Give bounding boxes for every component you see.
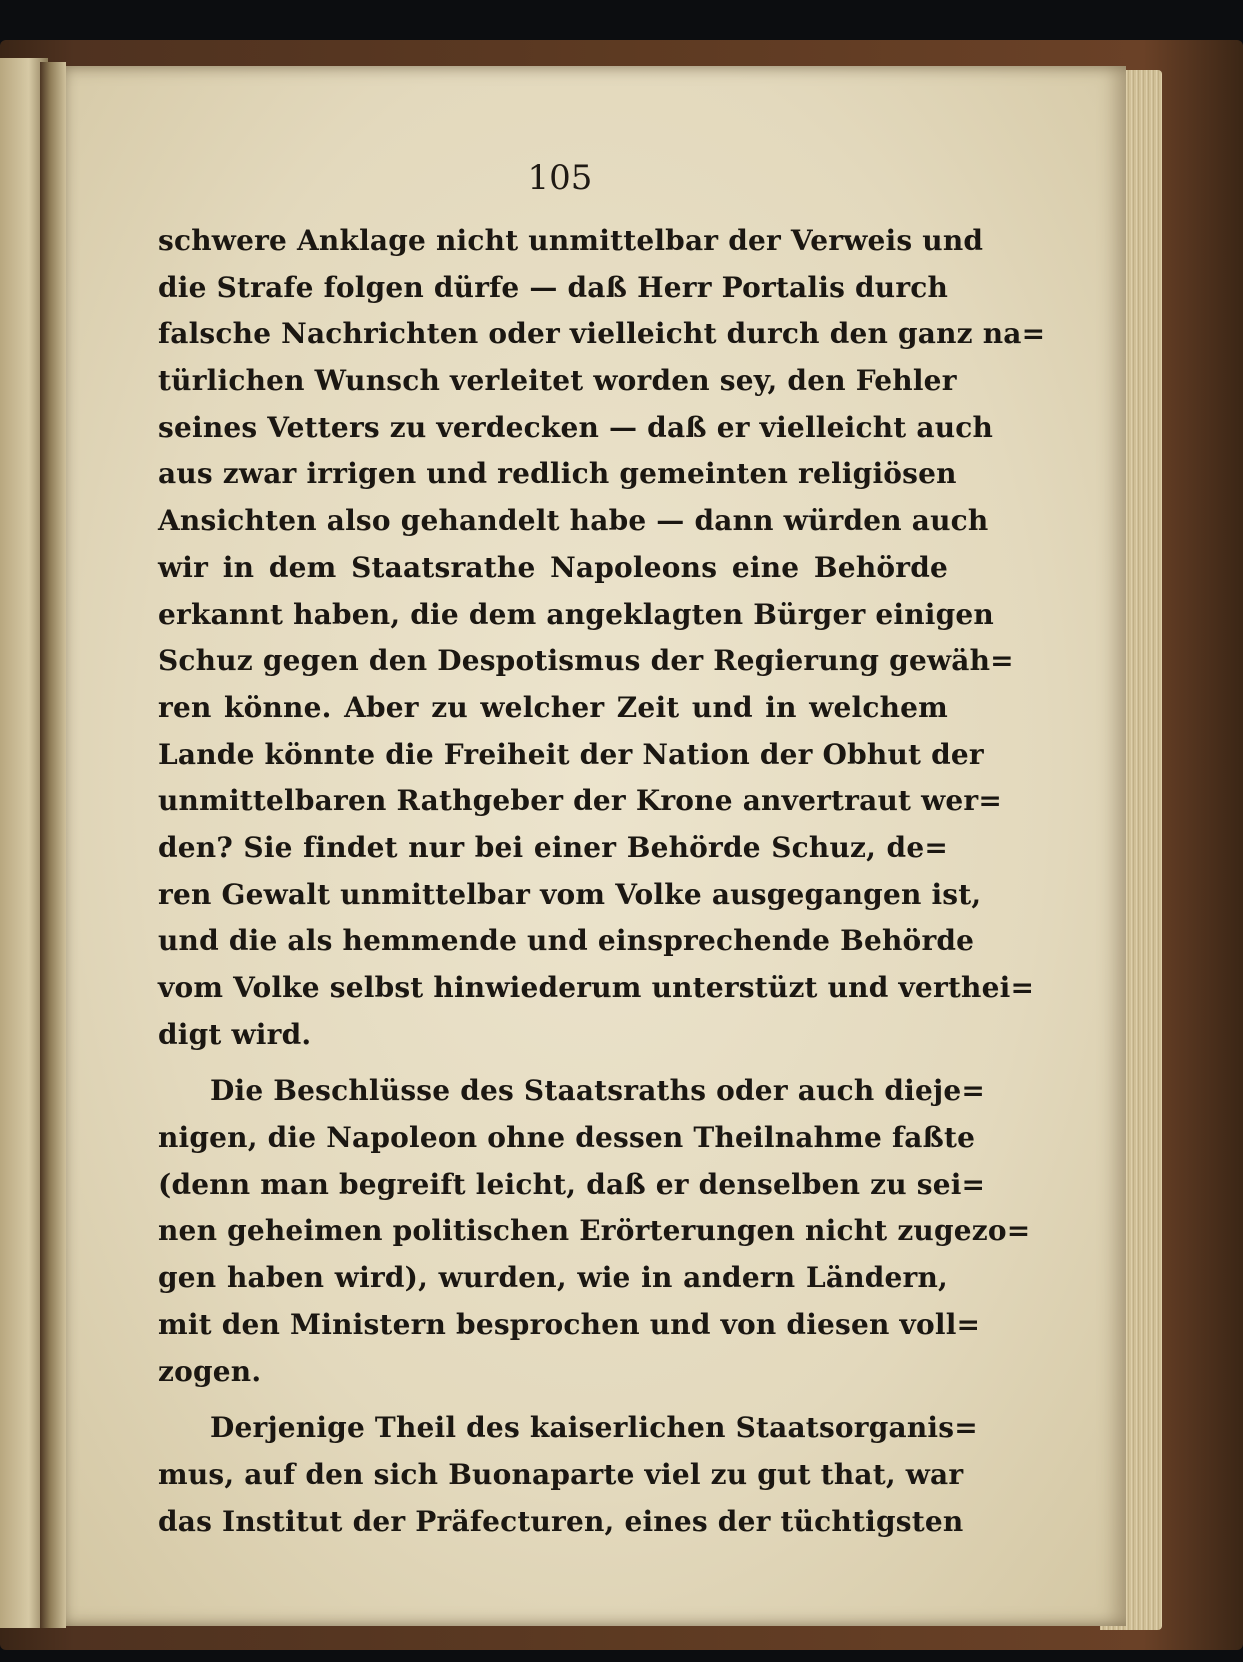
text-line: das Institut der Präfecturen, eines der tüchtigsten [158,1504,964,1538]
text-line: aus zwar irrigen und redlich gemeinten religiösen [158,457,957,491]
text-line: den? Sie findet nur bei einer Behörde Schuz, de= [158,830,948,864]
text-line: nen geheimen politischen Erörterungen nicht zugezo= [158,1214,1031,1248]
text-line: gen haben wird), wurden, wie in andern Ländern, [158,1261,948,1295]
text-line: seines Vetters zu verdecken — daß er vielleicht auch [158,410,994,444]
text-line: türlichen Wunsch verleitet worden sey, den Fehler [158,364,957,398]
text-line: falsche Nachrichten oder vielleicht durch den ganz na= [158,317,1046,351]
text-line: Die Beschlüsse des Staatsraths oder auch dieje= [210,1074,986,1108]
text-line: erkannt haben, die dem angeklagten Bürger einigen [158,597,994,631]
text-line: mus, auf den sich Buonaparte viel zu gut that, war [158,1457,964,1491]
text-line: Schuz gegen den Despotismus der Regierung gewäh= [158,644,1014,678]
text-line: ren Gewalt unmittelbar vom Volke ausgegangen ist, [158,877,982,911]
text-line: schwere Anklage nicht unmittelbar der Verweis und [158,224,984,257]
text-line: vom Volke selbst hinwiederum unterstüzt und verthei= [158,971,1035,1004]
text-line: digt wird. [158,1017,312,1051]
text-line: nigen, die Napoleon ohne dessen Theilnahme faßte [158,1121,976,1155]
text-line: zogen. [158,1354,262,1388]
text-line: Lande könnte die Freiheit der Nation der Obhut der [158,737,984,771]
text-line: wir in dem Staatsrathe Napoleons eine Behörde [158,550,948,584]
text-line: Ansichten also gehandelt habe — dann würden auch [158,504,989,538]
text-line: mit den Ministern besprochen und von diesen voll= [158,1307,981,1341]
text-line: die Strafe folgen dürfe — daß Herr Portalis durch [158,270,949,304]
page-number: 105 [527,158,593,198]
text-line: und die als hemmende und einsprechende Behörde [158,924,975,958]
text-line: Derjenige Theil des kaiserlichen Staatsorganis= [210,1411,978,1445]
text-line: unmittelbaren Rathgeber der Krone anvertraut wer= [158,784,1003,818]
page-text [158,218,1046,1545]
text-line: (denn man begreift leicht, daß er denselben zu sei= [158,1167,986,1201]
text-line: ren könne. Aber zu welcher Zeit und in welchem [158,690,948,724]
book-gutter [40,62,66,1628]
